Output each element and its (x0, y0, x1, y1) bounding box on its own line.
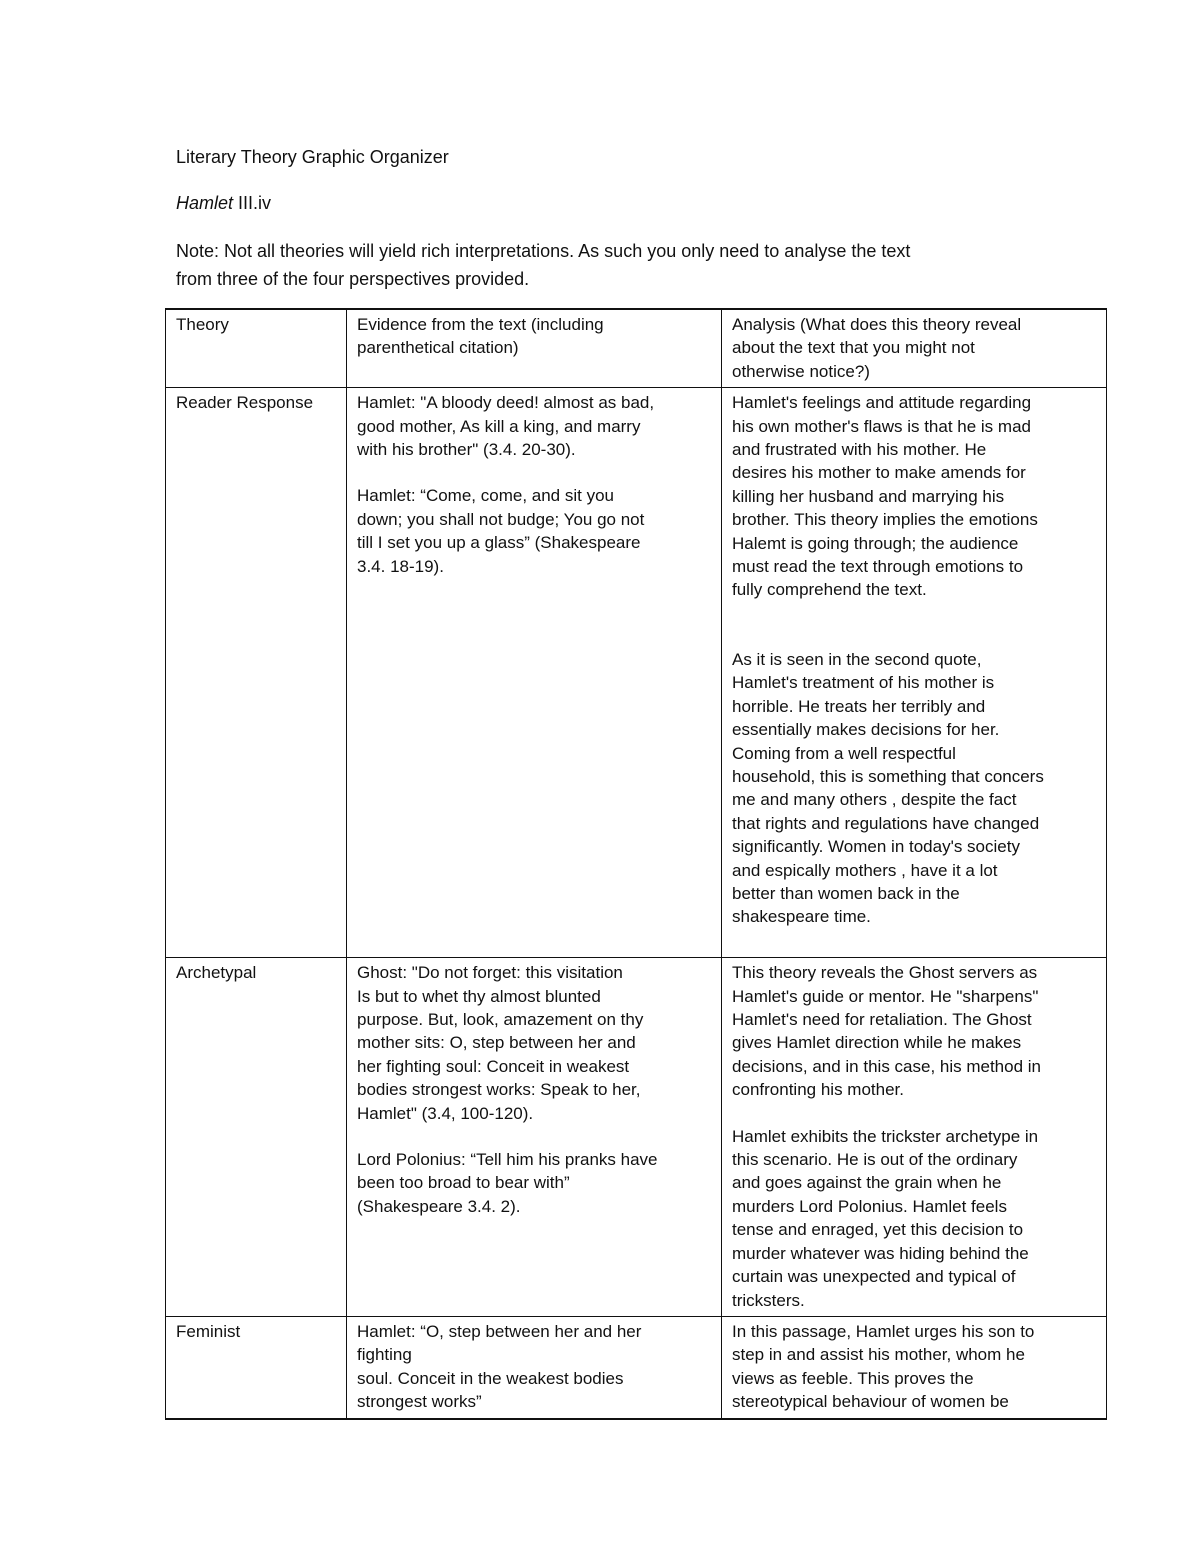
analysis-cell (722, 388, 1107, 958)
page-title: Literary Theory Graphic Organizer (176, 147, 449, 167)
note-line-2: from three of the four perspectives provided. (176, 269, 530, 289)
analysis-cell (722, 958, 1107, 1317)
analysis-cell (722, 1316, 1107, 1418)
table-row-reader-response (166, 388, 1107, 958)
evidence-quote: Hamlet: “O, step between her and her fighting soul. Conceit in the weakest bodies strongest works” (357, 1321, 642, 1412)
evidence-quote: Hamlet: "A bloody deed! almost as bad, good mother, As kill a king, and marry with his brother" (3.4. 20-30). (357, 393, 655, 460)
note-line-1: Note: Not all theories will yield rich interpretations. As such you only need to analyse the text (176, 241, 911, 261)
theory-name: Reader Response (176, 393, 314, 413)
subtitle (176, 191, 271, 215)
analysis-paragraph: Hamlet exhibits the trickster archetype in this scenario. He is out of the ordinary and goes against the grain when he murders Lord Polonius. Hamlet feels tense and enraged, yet this decision to murder whatever was hiding behind the curtain was unexpected and typical of tricksters. (732, 1126, 1039, 1310)
theory-name: Archetypal (176, 963, 257, 983)
instructions-note (176, 237, 1016, 293)
table-row-archetypal (166, 958, 1107, 1317)
analysis-paragraph: Hamlet's feelings and attitude regarding his own mother's flaws is that he is mad and frustrated with his mother. He desires his mother to make amends for killing her husband and marrying his brother. This theory implies the emotions Halemt is going through; the audience must read the text through emotions to fully comprehend the text. (732, 393, 1038, 600)
evidence-quote: Hamlet: “Come, come, and sit you down; you shall not budge; You go not till I set you up a glass” (Shakespeare 3.4. 18-19). (357, 486, 645, 576)
scene-label: III.iv (233, 193, 272, 213)
analysis-paragraph: In this passage, Hamlet urges his son to step in and assist his mother, whom he views as feeble. This proves the stereotypical behaviour of women be (732, 1321, 1035, 1412)
header-evidence-text: Evidence from the text (including parenthetical citation) (357, 315, 604, 358)
evidence-quote: Lord Polonius: “Tell him his pranks have been too broad to bear with” (Shakespeare 3.4. 2). (357, 1150, 658, 1216)
theory-cell (166, 388, 347, 958)
table-header-row (166, 309, 1107, 388)
evidence-cell (347, 1316, 722, 1418)
header-theory (166, 309, 347, 388)
header-evidence (347, 309, 722, 388)
analysis-paragraph: As it is seen in the second quote, Hamlet's treatment of his mother is horrible. He treats her terribly and essentially makes decisions for her. Coming from a well respectful household, this is something that concers me and many others , despite the fact that rights and regulations have changed significantly. Women in today's society and espically mothers , have it a lot better than women back in the shakespeare time. (732, 649, 1044, 927)
header-analysis (722, 309, 1107, 388)
header-theory-text: Theory (176, 315, 229, 334)
evidence-cell (347, 388, 722, 958)
analysis-paragraph: This theory reveals the Ghost servers as Hamlet's guide or mentor. He "sharpens" Hamlet's need for retaliation. The Ghost gives Hamlet direction while he makes decisions, and in this case, his method in confronting his mother. (732, 963, 1042, 1100)
evidence-quote: Ghost: "Do not forget: this visitation Is but to whet thy almost blunted purpose. But, look, amazement on thy mother sits: O, step between her and her fighting soul: Conceit in weakest bodies strongest works: Speak to her, Hamlet" (3.4, 100-120). (357, 963, 644, 1123)
graphic-organizer-table (165, 308, 1107, 1420)
evidence-cell (347, 958, 722, 1317)
theory-cell (166, 1316, 347, 1418)
header-analysis-text: Analysis (What does this theory reveal about the text that you might not otherwise notice?) (732, 315, 1022, 381)
play-title: Hamlet (176, 193, 234, 213)
table-row-feminist (166, 1316, 1107, 1418)
theory-cell (166, 958, 347, 1317)
theory-name: Feminist (176, 1321, 241, 1341)
